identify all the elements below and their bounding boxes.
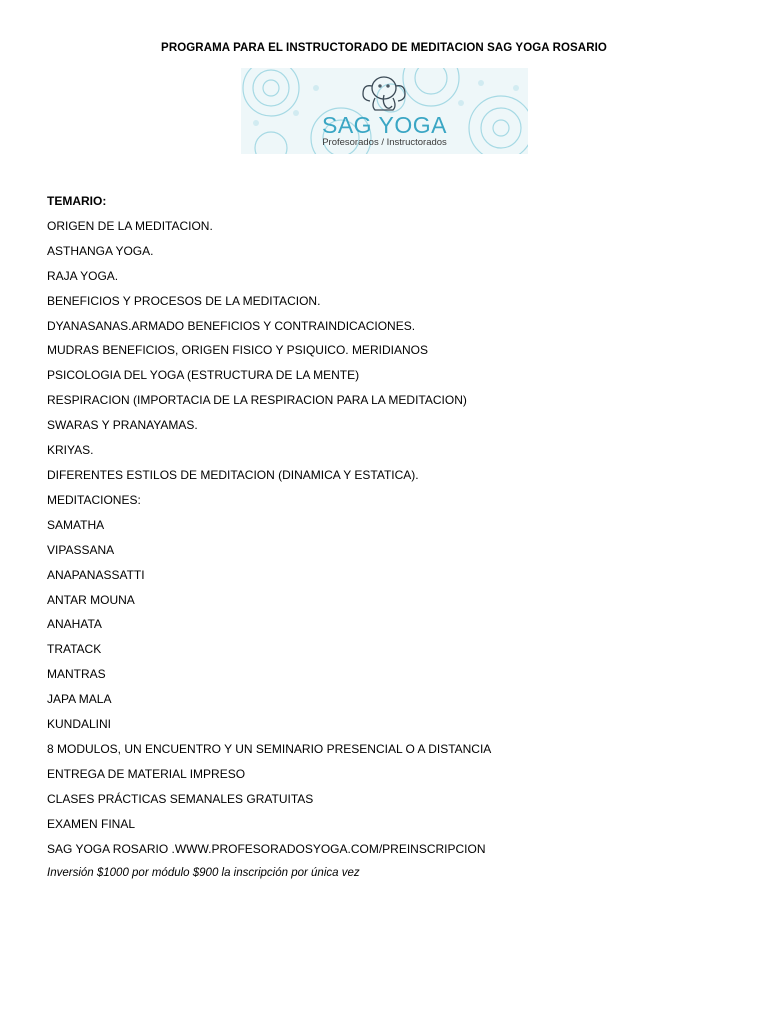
temario-item: JAPA MALA [47, 692, 112, 707]
temario-section [47, 189, 747, 886]
temario-item: ANAPANASSATTI [47, 567, 145, 582]
temario-item: DYANASANAS.ARMADO BENEFICIOS Y CONTRAINDICACIONES. [47, 318, 416, 333]
temario-item: MUDRAS BENEFICIOS, ORIGEN FISICO Y PSIQUICO. MERIDIANOS [47, 343, 428, 358]
temario-item: 8 MODULOS, UN ENCUENTRO Y UN SEMINARIO PRESENCIAL O A DISTANCIA [47, 741, 492, 756]
temario-item: EXAMEN FINAL [47, 816, 136, 831]
price-note: Inversión $1000 por módulo $900 la inscripción por única vez [47, 867, 360, 880]
logo-subtitle: Profesorados / Instructorados [322, 137, 447, 148]
temario-item: SWARAS Y PRANAYAMAS. [47, 418, 198, 433]
temario-heading: TEMARIO: [47, 194, 107, 208]
temario-list [47, 214, 747, 862]
temario-item: CLASES PRÁCTICAS SEMANALES GRATUITAS [47, 791, 314, 806]
temario-item: SAG YOGA ROSARIO .WWW.PROFESORADOSYOGA.COM/PREINSCRIPCION [47, 841, 486, 856]
temario-item: KUNDALINI [47, 717, 112, 732]
temario-item: ANAHATA [47, 617, 102, 632]
temario-item: TRATACK [47, 642, 102, 657]
temario-item: ASTHANGA YOGA. [47, 243, 154, 258]
sag-yoga-logo [241, 68, 528, 154]
logo-brand-text: SAG YOGA [321, 112, 447, 138]
temario-item: RAJA YOGA. [47, 268, 119, 283]
temario-item: BENEFICIOS Y PROCESOS DE LA MEDITACION. [47, 293, 321, 308]
temario-item: VIPASSANA [47, 542, 115, 557]
temario-item: SAMATHA [47, 517, 105, 532]
temario-item: ANTAR MOUNA [47, 592, 135, 607]
temario-item: DIFERENTES ESTILOS DE MEDITACION (DINAMICA Y ESTATICA). [47, 467, 419, 482]
document-title: PROGRAMA PARA EL INSTRUCTORADO DE MEDITACION SAG YOGA ROSARIO [161, 42, 607, 54]
temario-item: RESPIRACION (IMPORTACIA DE LA RESPIRACION PARA LA MEDITACION) [47, 393, 467, 408]
temario-item: ENTREGA DE MATERIAL IMPRESO [47, 766, 246, 781]
temario-item: MANTRAS [47, 667, 106, 682]
temario-item: PSICOLOGIA DEL YOGA (ESTRUCTURA DE LA MENTE) [47, 368, 360, 383]
temario-item: ORIGEN DE LA MEDITACION. [47, 218, 213, 233]
temario-item: KRIYAS. [47, 443, 94, 458]
temario-item: MEDITACIONES: [47, 492, 141, 507]
